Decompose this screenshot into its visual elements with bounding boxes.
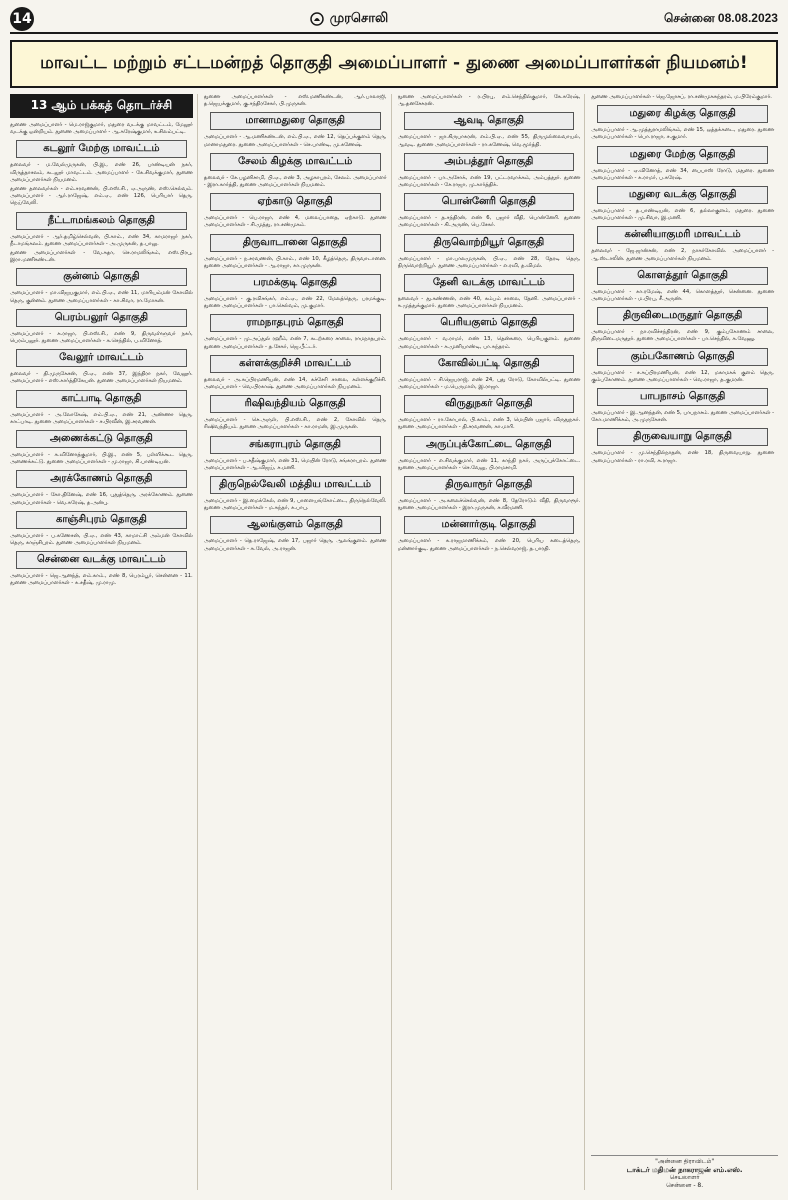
appointment-paragraph: துணை அமைப்பாளர்கள் - எஸ்.மணிகண்டன், ஆர்.பாலாஜி, த.ஜெயக்குமார், கு.சந்திரசேகர், பி.முருகன். bbox=[203, 94, 387, 108]
section-heading: நீட்டாமங்கலம் தொகுதி bbox=[16, 212, 187, 230]
section-heading: ஆலங்குளம் தொகுதி bbox=[210, 516, 381, 534]
appointment-paragraph: அமைப்பாளர் - சு.ராஜா, பி.எஸ்.சி., எண் 9, திருவள்ளுவர் நகர், பெரம்பலூர். துணை அமைப்பாளர்கள் - க.செந்தில், ப.வினோத். bbox=[10, 330, 193, 345]
appointment-paragraph: அமைப்பாளர் - ஆ.மணிகண்டன், எம்.பி.ஏ., எண் 12, தெப்பக்குளம் தெரு, மானாமதுரை. துணை அமைப்பாளர்கள் - செ.பாண்டி, மு.கணேஷ். bbox=[203, 134, 387, 148]
page-number-block bbox=[10, 7, 34, 31]
appointment-paragraph: அமைப்பாளர் - ஜா.கிருபாகரன், எம்.பி.ஏ., எண் 55, திருமுல்லைவாயல், ஆவடி. துணை அமைப்பாளர்கள் - ரா.கணேஷ், வெ.மூர்த்தி. bbox=[397, 134, 581, 148]
appointment-paragraph: அமைப்பாளர் - ஆர்.தமிழ்செல்வன், பி.காம்., எண் 34, காமராஜர் நகர், நீடாமங்கலம். துணை அமைப்பாளர்கள் - அ.முருகன், த.பாலு. bbox=[10, 233, 193, 247]
appointment-paragraph: அமைப்பாளர் - மா.விஜயகுமார், எம்.பி.ஏ., எண் 11, மாரியம்மன் கோவில் தெரு, குன்னம். துணை அமைப்பாளர்கள் - கா.சிவா, ரா.மோகன். bbox=[10, 290, 193, 304]
column-3 bbox=[398, 94, 586, 1190]
section-heading: அருப்புக்கோட்டை தொகுதி bbox=[404, 436, 575, 454]
appointment-paragraph: அமைப்பாளர் - க.வினோத்குமார், பி.இ., எண் 5, பள்ளிக்கூட தெரு, அணைக்கட்டு. துணை அமைப்பாளர்கள் - மு.ராஜா, சி.பாண்டியன். bbox=[10, 452, 193, 466]
section-heading: கன்னியாகுமரி மாவட்டம் bbox=[597, 226, 768, 244]
column-1 bbox=[10, 94, 198, 1190]
appointment-paragraph: அமைப்பாளர் - பெ.ராஜா, எண் 4, மலைப்பாதை, ஏற்காடு. துணை அமைப்பாளர்கள் - சி.முத்து, ரா.சண்முகம். bbox=[203, 215, 387, 229]
appointment-paragraph: அமைப்பாளர் - இ.ஆனந்தன், எண் 5, பாபநாசம். துணை அமைப்பாளர்கள் - கோ.மாணிக்கம், அ.முருகேசன். bbox=[591, 410, 774, 424]
section-heading: பாபநாசம் தொகுதி bbox=[597, 388, 768, 406]
footer-signature: டாக்டர் மதிமன் நாகராஜன் எம்.எஸ். bbox=[626, 1166, 743, 1174]
continued-label: 13 ஆம் பக்கத் தொடர்ச்சி bbox=[10, 94, 193, 118]
appointment-paragraph: அமைப்பாளர் - கு.ரவிசங்கர், எம்.ஏ., எண் 22, மேலத்தெரு, பரமக்குடி. துணை அமைப்பாளர்கள் - பா.செல்வம், மு.குமார். bbox=[203, 296, 387, 310]
section-heading: வேலூர் மாவட்டம் bbox=[16, 349, 187, 367]
section-heading: குன்னம் தொகுதி bbox=[16, 268, 187, 286]
section-heading: விருதுநகர் தொகுதி bbox=[404, 395, 575, 413]
section-heading: கும்பகோணம் தொகுதி bbox=[597, 348, 768, 366]
column-2 bbox=[204, 94, 392, 1190]
appointment-paragraph: துணை அமைப்பாளர்கள் - ஜெ.ஜோசப், ரா.சண்முகசுந்தரம், ம.பிரேம்குமார். bbox=[591, 94, 772, 100]
section-heading: ரிஷிவந்தியம் தொகுதி bbox=[210, 395, 381, 413]
section-heading: திருவிடைமருதூர் தொகுதி bbox=[597, 307, 768, 325]
appointment-paragraph: அமைப்பாளர் - மு.அப்துல் ரஹீம், எண் 7, கடற்கரை சாலை, ராமநாதபுரம். துணை அமைப்பாளர்கள் - த.சேகர், ஜெ.பீட்டர். bbox=[203, 336, 387, 350]
appointment-paragraph: துணை அமைப்பாளர் - மெ.ராஜ்குமார், மதுரை வடக்கு மாவட்டம், மேலூர் வடக்கு ஒன்றியம். துணை அமைப்பாளர் - ஆ.சுரேஷ்குமார், உசிலம்பட்டி. bbox=[10, 122, 193, 136]
column-4 bbox=[591, 94, 778, 1190]
section-heading: பொன்னேரி தொகுதி bbox=[404, 193, 575, 211]
section-heading: மதுரை மேற்கு தொகுதி bbox=[597, 146, 768, 164]
appointment-paragraph: அமைப்பாளர் - ப.கணேசன், பி.ஏ., எண் 43, காமாட்சி அம்மன் கோவில் தெரு, காஞ்சிபுரம். துணை அமைப்பாளர்கள் நியமனம். bbox=[10, 532, 193, 547]
section-heading: திருவாடானை தொகுதி bbox=[210, 234, 381, 252]
section-heading: திருவொற்றியூர் தொகுதி bbox=[404, 234, 575, 252]
appointment-paragraph: அமைப்பாளர் - மு.செந்தில்நாதன், எண் 18, திருவையாறு. துணை அமைப்பாளர்கள் - ரா.ரவி, சு.ராஜா. bbox=[591, 450, 774, 464]
appointment-paragraph: அமைப்பாளர் - ந.சரவணன், பி.காம்., எண் 10, கீழத்தெரு, திருவாடானை. துணை அமைப்பாளர்கள் - ஆ.ராஜா, கா.முருகன். bbox=[203, 255, 387, 269]
appointment-paragraph: அமைப்பாளர் - எ.சிவக்குமார், எண் 11, காந்தி நகர், அருப்புக்கோட்டை. துணை அமைப்பாளர்கள் - செ.வேலு, பி.ராமசாமி. bbox=[397, 457, 581, 471]
section-heading: கடலூர் மேற்கு மாவட்டம் bbox=[16, 140, 187, 158]
section-heading: சேலம் கிழக்கு மாவட்டம் bbox=[210, 153, 381, 171]
section-heading: ஆவடி தொகுதி bbox=[404, 112, 575, 130]
appointment-paragraph: அமைப்பாளர் - இ.மைக்கேல், எண் 9, பாளையங்கோட்டை, திருநெல்வேலி. துணை அமைப்பாளர்கள் - ம.சுந்தர், க.பாபு. bbox=[203, 498, 387, 512]
appointment-paragraph: துணை அமைப்பாளர்கள் - ர.பிரபு, எம்.செந்தில்குமார், கே.சுரேஷ், ஆ.தனசேகரன். bbox=[397, 94, 581, 108]
appointment-paragraph: தலைவர் - அ.சுப்பிரமணியன், எண் 14, கச்சேரி சாலை, கள்ளக்குறிச்சி. அமைப்பாளர் - வெ.பிரகாஷ். துணை அமைப்பாளர்கள் நியமனம். bbox=[203, 376, 387, 391]
appointment-paragraph: அமைப்பாளர் - செ.அருள், பி.எஸ்.சி., எண் 2, கோவில் தெரு, ரிஷிவந்தியம். துணை அமைப்பாளர்கள் - கா.ராமன், இ.முருகன். bbox=[203, 417, 387, 431]
appointment-paragraph: துணை தலைவர்கள் - எம்.சரவணன், பி.எஸ்.சி., ஏ.அருண், எஸ்.செல்வம். அமைப்பாளர் - ஆர்.ராஜேஷ், எம்.ஏ., எண் 126, பெரியார் தெரு, நெய்வேலி. bbox=[10, 186, 193, 207]
page-number: 14 bbox=[10, 7, 34, 31]
appointment-paragraph: அமைப்பாளர் - ஏ.வினோத், எண் 34, பைபாஸ் ரோடு, மதுரை. துணை அமைப்பாளர்கள் - க.ராமர், ப.சுரேஷ். bbox=[591, 167, 774, 181]
appointment-paragraph: அமைப்பாளர் - ஆ.முத்துராமலிங்கம், எண் 15, ஒத்தக்கடை, மதுரை. துணை அமைப்பாளர்கள் - பொ.ராஜா, ச.குமார். bbox=[591, 127, 774, 141]
appointment-paragraph: அமைப்பாளர் - க.ராஜமாணிக்கம், எண் 20, பெரிய கடைத்தெரு, மன்னார்குடி. துணை அமைப்பாளர்கள் - ந.செல்வராஜ், த.பாரதி. bbox=[397, 538, 581, 552]
newspaper-name: முரசொலி bbox=[329, 11, 389, 26]
appointment-paragraph: அமைப்பாளர் - மா.பாலமுருகன், பி.ஏ., எண் 28, தேரடி தெரு, திருவொற்றியூர். துணை அமைப்பாளர்கள் - எ.ரவி, த.விமல். bbox=[397, 255, 581, 269]
section-heading: மதுரை வடக்கு தொகுதி bbox=[597, 186, 768, 204]
appointment-paragraph: அமைப்பாளர் - ரா.கோபால், பி.காம்., எண் 3, மெயின் பஜார், விருதுநகர். துணை அமைப்பாளர்கள் - தி.சரவணன், கா.மாரி. bbox=[397, 417, 581, 431]
section-heading: அணைக்கட்டு தொகுதி bbox=[16, 430, 187, 448]
section-heading: மானாமதுரை தொகுதி bbox=[210, 112, 381, 130]
section-heading: பெரியகுளம் தொகுதி bbox=[404, 314, 575, 332]
section-heading: ஏற்காடு தொகுதி bbox=[210, 193, 381, 211]
section-heading: தேனி வடக்கு மாவட்டம் bbox=[404, 274, 575, 292]
appointment-paragraph: அமைப்பாளர் - ஜெ.ஆனந்த், எம்.காம்., எண் 8, பெரம்பூர், சென்னை - 11. துணை அமைப்பாளர்கள் - க.சதீஷ், மு.ராமு. bbox=[10, 573, 193, 587]
appointment-paragraph: அமைப்பாளர் - வ.ராமர், எண் 13, தென்கரை, பெரியகுளம். துணை அமைப்பாளர்கள் - க.முனியாண்டி, பா.சுந்தரம். bbox=[397, 336, 581, 350]
section-heading: மதுரை கிழக்கு தொகுதி bbox=[597, 105, 768, 123]
appointment-paragraph: அமைப்பாளர் - த.பாண்டியன், எண் 6, தல்லாகுளம், மதுரை. துணை அமைப்பாளர்கள் - மு.சிவா, இ.மணி. bbox=[591, 208, 774, 222]
appointment-paragraph: தலைவர் - ஜே.ஜான்சன், எண் 2, நாகர்கோவில். அமைப்பாளர் - ஆ.ஸ்டாலின். துணை அமைப்பாளர்கள் நியமனம். bbox=[591, 248, 774, 262]
section-heading: காட்பாடி தொகுதி bbox=[16, 390, 187, 408]
section-heading: ராமநாதபுரம் தொகுதி bbox=[210, 314, 381, 332]
appointment-paragraph: அமைப்பாளர் - அ.கலைச்செல்வன், எண் 8, தேரோடும் வீதி, திருவாரூர். துணை அமைப்பாளர்கள் - இரா.முருகன், ச.வீரமணி. bbox=[397, 498, 581, 512]
appointment-paragraph: அமைப்பாளர் - ப.சதீஷ்குமார், எண் 31, மெயின் ரோடு, சங்கராபுரம். துணை அமைப்பாளர்கள் - ஆ.விஜய், ச.மணி. bbox=[203, 457, 387, 471]
appointment-paragraph: அமைப்பாளர் - ச.சுப்பிரமணியன், எண் 12, மகாமகக் குளம் தெரு, கும்பகோணம். துணை அமைப்பாளர்கள் - வெ.ராஜா, த.குமரன். bbox=[591, 369, 774, 383]
section-heading: திருநெல்வேலி மத்திய மாவட்டம் bbox=[210, 476, 381, 494]
masthead bbox=[10, 6, 778, 34]
headline: மாவட்ட மற்றும் சட்டமன்றத் தொகுதி அமைப்பாளர் - துணை அமைப்பாளர்கள் நியமனம்! bbox=[40, 53, 748, 73]
section-heading: கோவில்பட்டி தொகுதி bbox=[404, 355, 575, 373]
appointment-paragraph: அமைப்பாளர் - நா.ரவிச்சந்திரன், எண் 9, கும்பகோணம் சாலை, திருவிடைமருதூர். துணை அமைப்பாளர்கள் - பா.செந்தில், க.வேணு. bbox=[591, 329, 774, 343]
appointment-paragraph: தலைவர் - சே.பழனிசாமி, பி.ஏ., எண் 3, அழகாபுரம், சேலம். அமைப்பாளர் - இரா.கார்த்தி, துணை அமைப்பாளர்கள் நியமனம். bbox=[203, 174, 387, 189]
appointment-paragraph: அமைப்பாளர் - கா.ரமேஷ், எண் 44, கொளத்தூர், சென்னை. துணை அமைப்பாளர்கள் - ம.பிரபு, சீ.அருண். bbox=[591, 288, 774, 303]
section-heading: திருவையாறு தொகுதி bbox=[597, 428, 768, 446]
appointment-paragraph: துணை அமைப்பாளர்கள் - வே.சுதா, செ.ராமலிங்கம், எஸ்.பிரபு, இரா.மணிகண்டன். bbox=[10, 250, 193, 264]
section-heading: திருவாரூர் தொகுதி bbox=[404, 476, 575, 494]
footer-role: செயலாளர் bbox=[669, 1174, 700, 1181]
section-heading: கொளத்தூர் தொகுதி bbox=[597, 267, 768, 285]
section-heading: சென்னை வடக்கு மாவட்டம் bbox=[16, 551, 187, 569]
appointment-paragraph: அமைப்பாளர் - கோ.தினேஷ், எண் 16, புதுத்தெரு, அரக்கோணம். துணை அமைப்பாளர்கள் - வெ.சுரேஷ், த.அன்பு. bbox=[10, 492, 193, 506]
section-heading: பெரம்பலூர் தொகுதி bbox=[16, 309, 187, 327]
section-heading: சங்கராபுரம் தொகுதி bbox=[210, 436, 381, 454]
appointment-paragraph: தலைவர் - து.கண்ணன், எண் 40, கம்பம் சாலை, தேனி. அமைப்பாளர் - சு.முத்துக்குமார். துணை அமைப்பாளர்கள் நியமனம். bbox=[397, 296, 581, 310]
lamp-icon bbox=[310, 12, 324, 26]
section-heading: அரக்கோணம் தொகுதி bbox=[16, 470, 187, 488]
columns bbox=[10, 94, 778, 1190]
newspaper-name-block bbox=[310, 11, 389, 27]
appointment-paragraph: தலைவர் - தி.முருகேசன், பி.ஏ., எண் 37, இந்திரா நகர், வேலூர். அமைப்பாளர் - எஸ்.கார்த்திகேயன். துணை அமைப்பாளர்கள் நியமனம். bbox=[10, 371, 193, 385]
appointment-paragraph: அமைப்பாளர் - பா.அசோக், எண் 19, பட்டரவாக்கம், அம்பத்தூர். துணை அமைப்பாளர்கள் - சே.ராஜா, மு.கார்த்திக். bbox=[397, 174, 581, 189]
dateline: சென்னை 08.08.2023 bbox=[663, 11, 778, 25]
headline-banner bbox=[10, 40, 778, 88]
appointment-paragraph: அமைப்பாளர் - தெ.ராஜேஷ், எண் 17, பஜார் தெரு, ஆலங்குளம். துணை அமைப்பாளர்கள் - சு.வேல், அ.ராஜன். bbox=[203, 538, 387, 552]
section-heading: மன்னார்குடி தொகுதி bbox=[404, 516, 575, 534]
footer-place: சென்னை - 8. bbox=[666, 1182, 704, 1189]
appointment-paragraph: தலைவர் - ம.வேல்முருகன், பி.இ., எண் 26, பாண்டியன் நகர், விருத்தாசலம், கடலூர் மாவட்டம். அமைப்பாளர் - கே.சிவக்குமார், துணை அமைப்பாளர்கள் நியமனம். bbox=[10, 162, 193, 183]
section-heading: அம்பத்தூர் தொகுதி bbox=[404, 153, 575, 171]
section-heading: பரமக்குடி தொகுதி bbox=[210, 274, 381, 292]
section-heading: காஞ்சிபுரம் தொகுதி bbox=[16, 511, 187, 529]
signature-footer bbox=[591, 1155, 778, 1190]
footer-quote: "அன்னை திராவிடம்" bbox=[655, 1158, 715, 1165]
appointment-paragraph: அமைப்பாளர் - அ.லோகேஷ், எம்.பி.ஏ., எண் 21, அண்ணா தெரு, காட்பாடி. துணை அமைப்பாளர்கள் - ச.பிரவீன், இ.சரவணன். bbox=[10, 411, 193, 425]
appointment-paragraph: அமைப்பாளர் - சி.ஜெயராஜ், எண் 24, புது ரோடு, கோவில்பட்டி. துணை அமைப்பாளர்கள் - ம.பெருமாள், இ.ராஜா. bbox=[397, 376, 581, 391]
appointment-paragraph: அமைப்பாளர் - த.சந்திரன், எண் 6, பஜார் வீதி, பொன்னேரி. துணை அமைப்பாளர்கள் - கி.அருண், பெ.சேகர். bbox=[397, 215, 581, 229]
section-heading: கள்ளக்குறிச்சி மாவட்டம் bbox=[210, 355, 381, 373]
